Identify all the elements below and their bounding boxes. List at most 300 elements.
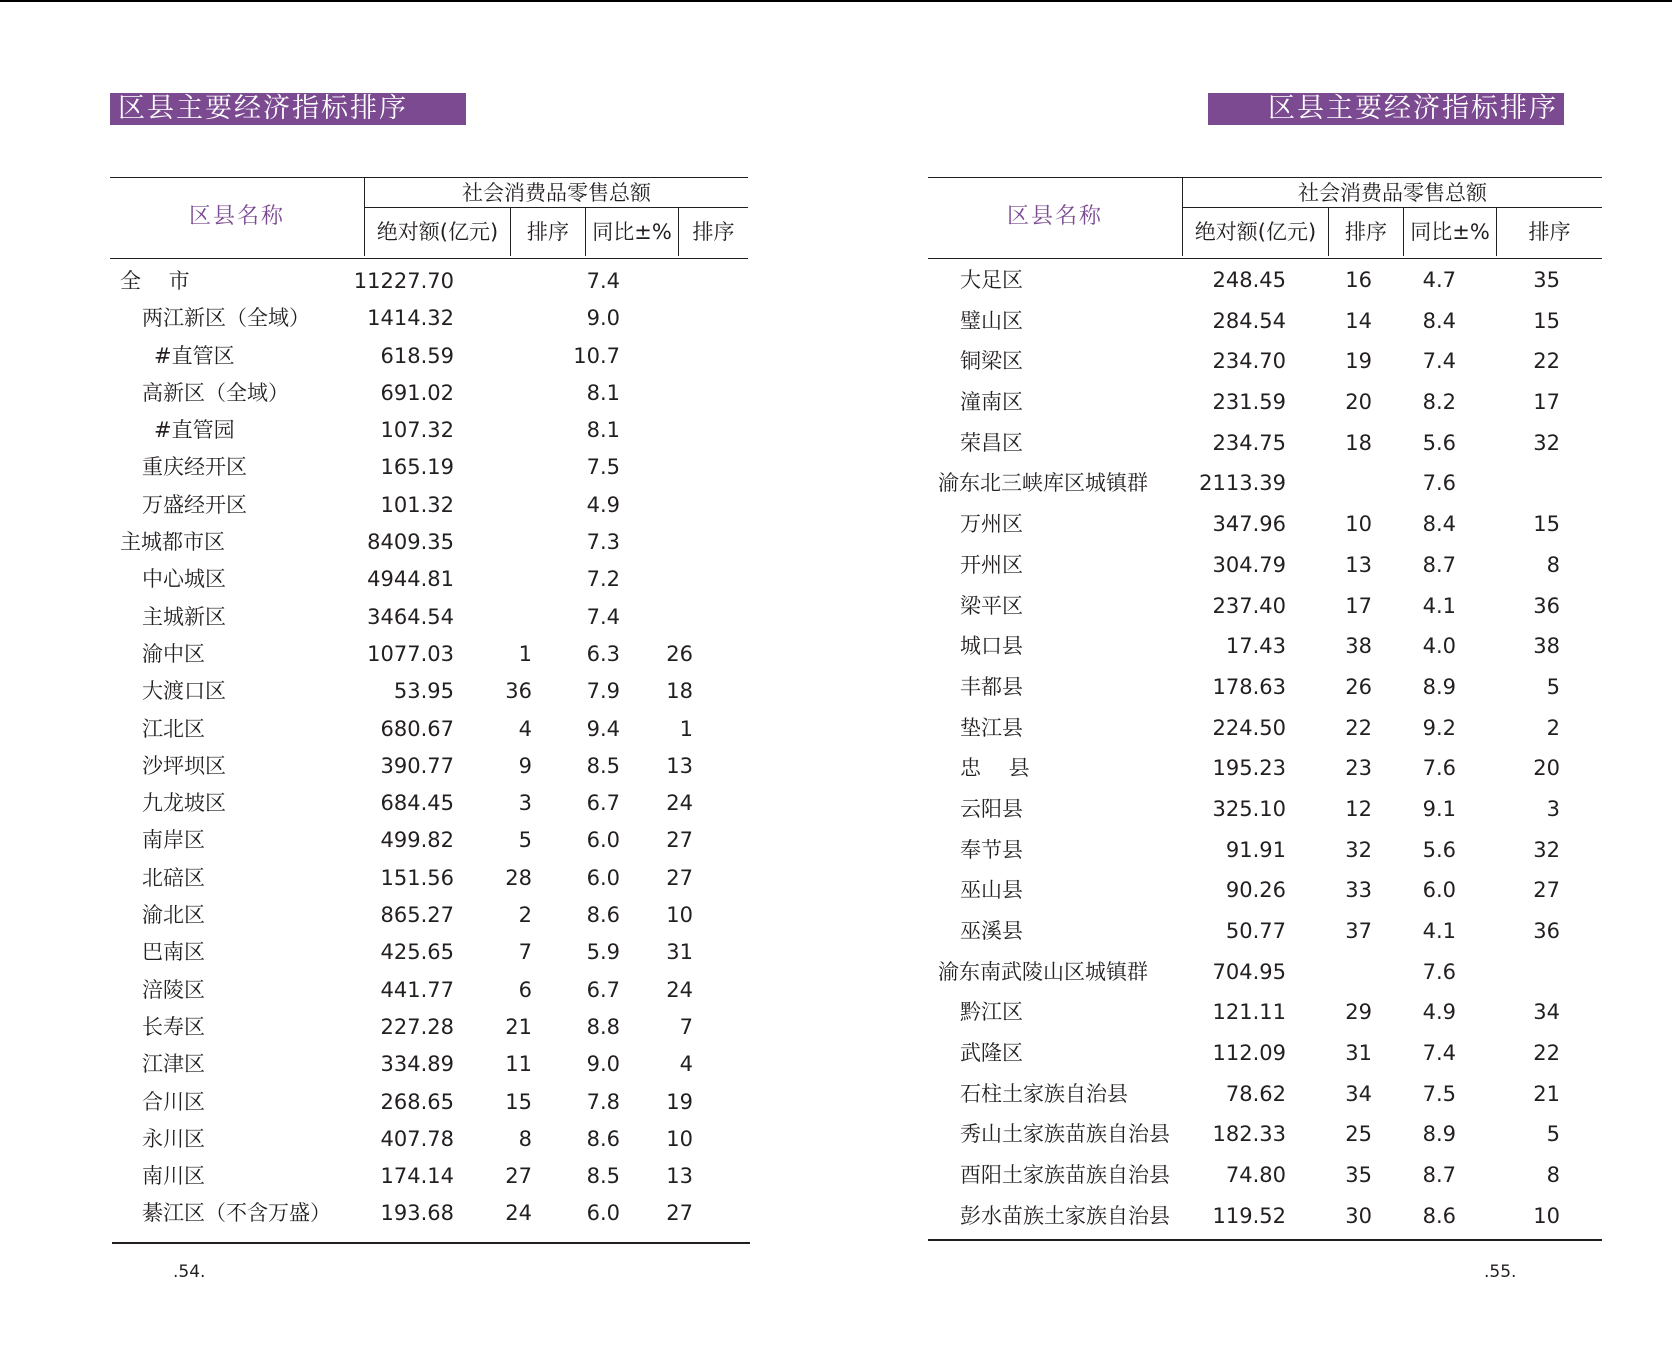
rank2-value: 3 — [1546, 796, 1560, 821]
table-row — [928, 504, 1602, 545]
district-name: 万州区 — [960, 512, 1023, 537]
rank-value: 7 — [518, 940, 532, 965]
absolute-value: 499.82 — [380, 828, 454, 853]
absolute-value: 107.32 — [380, 418, 454, 443]
yoy-value: 6.3 — [586, 641, 620, 666]
absolute-value: 1077.03 — [367, 641, 454, 666]
absolute-value: 284.54 — [1212, 308, 1286, 333]
yoy-value: 8.4 — [1422, 308, 1456, 333]
rank2-value: 8 — [1546, 1163, 1560, 1188]
district-name: 璧山区 — [960, 308, 1023, 333]
rank-value: 24 — [505, 1201, 532, 1226]
yoy-value: 6.7 — [586, 977, 620, 1002]
district-name: 合川区 — [142, 1089, 205, 1114]
absolute-value: 74.80 — [1225, 1163, 1286, 1188]
table-row — [928, 1196, 1602, 1237]
yoy-value: 7.2 — [586, 567, 620, 592]
absolute-value: 407.78 — [380, 1126, 454, 1151]
absolute-value: 237.40 — [1212, 593, 1286, 618]
absolute-value: 1414.32 — [367, 306, 454, 331]
absolute-value: 119.52 — [1212, 1203, 1286, 1228]
yoy-value: 10.7 — [573, 343, 620, 368]
absolute-value: 684.45 — [380, 791, 454, 816]
rank2-value: 24 — [666, 791, 693, 816]
rank-value: 4 — [518, 716, 532, 741]
yoy-value: 6.0 — [586, 865, 620, 890]
rank2-value: 24 — [666, 977, 693, 1002]
table-row — [110, 524, 748, 561]
yoy-value: 6.0 — [586, 828, 620, 853]
rank2-value: 10 — [666, 903, 693, 928]
district-name: 武隆区 — [960, 1041, 1023, 1066]
district-name: 长寿区 — [142, 1014, 205, 1039]
table-row — [110, 673, 748, 710]
table-row — [928, 341, 1602, 382]
rank-value: 1 — [518, 641, 532, 666]
district-name: 綦江区（不含万盛） — [142, 1201, 331, 1226]
table-row — [928, 952, 1602, 993]
table-row — [110, 300, 748, 337]
rank2-value: 8 — [1546, 552, 1560, 577]
col-header-retail-sales: 社会消费品零售总额 — [1182, 178, 1602, 208]
col-header-district-name: 区县名称 — [188, 204, 285, 229]
yoy-value: 9.2 — [1422, 715, 1456, 740]
absolute-value: 268.65 — [380, 1089, 454, 1114]
rank-value: 33 — [1345, 878, 1372, 903]
left-page-number: .54. — [173, 1262, 206, 1282]
rank-value: 13 — [1345, 552, 1372, 577]
absolute-value: 53.95 — [393, 679, 454, 704]
col-header-rank2: 排序 — [678, 208, 748, 256]
table-row — [928, 748, 1602, 789]
table-row — [110, 1084, 748, 1121]
district-name: 大足区 — [960, 268, 1023, 292]
yoy-value: 8.9 — [1422, 674, 1456, 699]
absolute-value: 178.63 — [1212, 674, 1286, 699]
rank2-value: 5 — [1546, 674, 1560, 699]
rank2-value: 19 — [666, 1089, 693, 1114]
rank-value: 10 — [1345, 512, 1372, 537]
absolute-value: 112.09 — [1212, 1041, 1286, 1066]
absolute-value: 165.19 — [380, 455, 454, 480]
district-name: 开州区 — [960, 552, 1023, 577]
yoy-value: 5.9 — [586, 940, 620, 965]
district-name: 忠 县 — [960, 756, 1030, 781]
district-name: 江北区 — [142, 716, 205, 741]
absolute-value: 231.59 — [1212, 390, 1286, 415]
rank2-value: 18 — [666, 679, 693, 704]
absolute-value: 101.32 — [380, 492, 454, 517]
district-name: 主城都市区 — [120, 530, 225, 555]
col-header-yoy: 同比±% — [585, 208, 678, 256]
district-name: 南岸区 — [142, 828, 205, 853]
district-name: 潼南区 — [960, 390, 1023, 415]
yoy-value: 7.3 — [586, 530, 620, 555]
table-row — [928, 1033, 1602, 1074]
rank2-value: 10 — [666, 1126, 693, 1151]
table-row — [110, 748, 748, 785]
yoy-value: 5.6 — [1422, 430, 1456, 455]
district-name: #直管区 — [154, 343, 235, 368]
absolute-value: 78.62 — [1225, 1081, 1286, 1106]
yoy-value: 4.9 — [1422, 1000, 1456, 1025]
table-row — [110, 263, 748, 300]
table-row — [928, 1074, 1602, 1115]
rank2-value: 35 — [1533, 268, 1560, 292]
absolute-value: 865.27 — [380, 903, 454, 928]
table-row — [928, 830, 1602, 871]
district-name: 渝中区 — [142, 641, 205, 666]
rank2-value: 22 — [1533, 1041, 1560, 1066]
rank2-value: 7 — [679, 1014, 693, 1039]
yoy-value: 7.4 — [586, 604, 620, 629]
absolute-value: 680.67 — [380, 716, 454, 741]
yoy-value: 9.4 — [586, 716, 620, 741]
yoy-value: 7.4 — [1422, 1041, 1456, 1066]
table-row — [110, 1195, 748, 1232]
rank2-value: 10 — [1533, 1203, 1560, 1228]
yoy-value: 8.4 — [1422, 512, 1456, 537]
rank2-value: 21 — [1533, 1081, 1560, 1106]
rank-value: 37 — [1345, 919, 1372, 943]
yoy-value: 4.0 — [1422, 634, 1456, 659]
absolute-value: 151.56 — [380, 865, 454, 890]
absolute-value: 90.26 — [1225, 878, 1286, 903]
rank2-value: 15 — [1533, 512, 1560, 537]
yoy-value: 8.7 — [1422, 1163, 1456, 1188]
district-name: 彭水苗族土家族自治县 — [960, 1203, 1170, 1228]
district-name: 巫山县 — [960, 878, 1023, 903]
table-row — [928, 789, 1602, 830]
rank2-value: 36 — [1533, 919, 1560, 943]
district-name: #直管园 — [154, 418, 235, 443]
district-name: 万盛经开区 — [142, 492, 247, 517]
yoy-value: 9.0 — [586, 306, 620, 331]
rank-value: 27 — [505, 1164, 532, 1189]
rank2-value: 4 — [679, 1052, 693, 1077]
table-row — [110, 1121, 748, 1158]
yoy-value: 7.9 — [586, 679, 620, 704]
yoy-value: 8.6 — [586, 903, 620, 928]
table-row — [928, 382, 1602, 423]
rank-value: 36 — [505, 679, 532, 704]
yoy-value: 8.6 — [586, 1126, 620, 1151]
rank-value: 29 — [1345, 1000, 1372, 1025]
rank-value: 35 — [1345, 1163, 1372, 1188]
table-row — [110, 375, 748, 412]
rank2-value: 22 — [1533, 349, 1560, 374]
yoy-value: 7.6 — [1422, 471, 1456, 496]
table-row — [928, 1114, 1602, 1155]
rank2-value: 1 — [679, 716, 693, 741]
col-header-rank: 排序 — [1328, 208, 1403, 256]
absolute-value: 2113.39 — [1199, 471, 1286, 496]
rank2-value: 13 — [666, 1164, 693, 1189]
absolute-value: 441.77 — [380, 977, 454, 1002]
rank-value: 11 — [505, 1052, 532, 1077]
rank-value: 12 — [1345, 796, 1372, 821]
left-table-header — [110, 177, 748, 259]
yoy-value: 8.5 — [586, 753, 620, 778]
yoy-value: 4.1 — [1422, 593, 1456, 618]
table-row — [110, 934, 748, 971]
table-row — [110, 636, 748, 673]
absolute-value: 248.45 — [1212, 268, 1286, 292]
district-name: 巴南区 — [142, 940, 205, 965]
district-name: 南川区 — [142, 1164, 205, 1189]
rank-value: 30 — [1345, 1203, 1372, 1228]
yoy-value: 4.9 — [586, 492, 620, 517]
rank-value: 19 — [1345, 349, 1372, 374]
district-name: 江津区 — [142, 1052, 205, 1077]
district-name: 丰都县 — [960, 674, 1023, 699]
col-header-yoy: 同比±% — [1403, 208, 1496, 256]
yoy-value: 8.2 — [1422, 390, 1456, 415]
left-table — [110, 177, 748, 1233]
district-name: 永川区 — [142, 1126, 205, 1151]
rank2-value: 27 — [666, 865, 693, 890]
left-table-body — [110, 259, 748, 1233]
yoy-value: 7.5 — [586, 455, 620, 480]
table-row — [110, 860, 748, 897]
rank-value: 28 — [505, 865, 532, 890]
absolute-value: 224.50 — [1212, 715, 1286, 740]
table-row — [110, 338, 748, 375]
right-page — [836, 0, 1672, 1353]
rank2-value: 26 — [666, 641, 693, 666]
absolute-value: 17.43 — [1225, 634, 1286, 659]
table-row — [110, 1009, 748, 1046]
absolute-value: 347.96 — [1212, 512, 1286, 537]
absolute-value: 91.91 — [1225, 837, 1286, 862]
col-header-absolute: 绝对额(亿元) — [364, 208, 510, 256]
yoy-value: 4.7 — [1422, 268, 1456, 292]
absolute-value: 121.11 — [1212, 1000, 1286, 1025]
district-name: 渝东北三峡库区城镇群 — [938, 471, 1148, 496]
absolute-value: 50.77 — [1225, 919, 1286, 943]
table-row — [110, 1046, 748, 1083]
district-name: 北碚区 — [142, 865, 205, 890]
table-row — [110, 711, 748, 748]
rank-value: 2 — [518, 903, 532, 928]
table-row — [928, 626, 1602, 667]
yoy-value: 8.1 — [586, 380, 620, 405]
yoy-value: 7.5 — [1422, 1081, 1456, 1106]
district-name: 渝东南武陵山区城镇群 — [938, 959, 1148, 984]
district-name: 主城新区 — [142, 604, 226, 629]
table-row — [110, 785, 748, 822]
table-row — [928, 586, 1602, 627]
right-table-body — [928, 259, 1602, 1237]
rank-value: 34 — [1345, 1081, 1372, 1106]
rank-value: 17 — [1345, 593, 1372, 618]
absolute-value: 234.70 — [1212, 349, 1286, 374]
district-name: 渝北区 — [142, 903, 205, 928]
district-name: 高新区（全域） — [142, 380, 289, 405]
rank-value: 38 — [1345, 634, 1372, 659]
rank-value: 21 — [505, 1014, 532, 1039]
absolute-value: 334.89 — [380, 1052, 454, 1077]
rank2-value: 2 — [1546, 715, 1560, 740]
absolute-value: 182.33 — [1212, 1122, 1286, 1147]
yoy-value: 4.1 — [1422, 919, 1456, 943]
table-row — [110, 561, 748, 598]
yoy-value: 8.7 — [1422, 552, 1456, 577]
absolute-value: 227.28 — [380, 1014, 454, 1039]
table-row — [110, 487, 748, 524]
table-row — [928, 667, 1602, 708]
absolute-value: 304.79 — [1212, 552, 1286, 577]
rank2-value: 15 — [1533, 308, 1560, 333]
table-row — [928, 301, 1602, 342]
rank-value: 26 — [1345, 674, 1372, 699]
col-header-rank: 排序 — [510, 208, 585, 256]
rank2-value: 13 — [666, 753, 693, 778]
absolute-value: 425.65 — [380, 940, 454, 965]
rank2-value: 38 — [1533, 634, 1560, 659]
district-name: 垫江县 — [960, 715, 1023, 740]
district-name: 秀山土家族苗族自治县 — [960, 1122, 1170, 1147]
yoy-value: 5.6 — [1422, 837, 1456, 862]
rank-value: 23 — [1345, 756, 1372, 781]
absolute-value: 618.59 — [380, 343, 454, 368]
rank2-value: 20 — [1533, 756, 1560, 781]
rank-value: 3 — [518, 791, 532, 816]
rank-value: 15 — [505, 1089, 532, 1114]
table-row — [928, 870, 1602, 911]
yoy-value: 9.0 — [586, 1052, 620, 1077]
table-row — [928, 463, 1602, 504]
district-name: 巫溪县 — [960, 919, 1023, 943]
right-title-banner: 区县主要经济指标排序 — [1208, 93, 1564, 125]
left-title-banner: 区县主要经济指标排序 — [110, 93, 466, 125]
rank-value: 25 — [1345, 1122, 1372, 1147]
table-row — [110, 1158, 748, 1195]
rank2-value: 27 — [666, 828, 693, 853]
absolute-value: 4944.81 — [367, 567, 454, 592]
district-name: 荣昌区 — [960, 430, 1023, 455]
table-row — [110, 412, 748, 449]
table-row — [928, 545, 1602, 586]
yoy-value: 8.6 — [1422, 1203, 1456, 1228]
right-table — [928, 177, 1602, 1237]
yoy-value: 7.6 — [1422, 756, 1456, 781]
district-name: 黔江区 — [960, 1000, 1023, 1025]
table-row — [110, 822, 748, 859]
absolute-value: 3464.54 — [367, 604, 454, 629]
district-name: 两江新区（全域） — [142, 306, 310, 331]
right-table-bottom-rule — [928, 1239, 1602, 1241]
table-row — [928, 708, 1602, 749]
rank-value: 8 — [518, 1126, 532, 1151]
district-name: 梁平区 — [960, 593, 1023, 618]
absolute-value: 325.10 — [1212, 796, 1286, 821]
yoy-value: 7.8 — [586, 1089, 620, 1114]
col-header-absolute: 绝对额(亿元) — [1182, 208, 1328, 256]
yoy-value: 9.1 — [1422, 796, 1456, 821]
absolute-value: 234.75 — [1212, 430, 1286, 455]
rank2-value: 31 — [666, 940, 693, 965]
table-row — [110, 449, 748, 486]
absolute-value: 174.14 — [380, 1164, 454, 1189]
table-row — [110, 599, 748, 636]
district-name: 奉节县 — [960, 837, 1023, 862]
yoy-value: 8.8 — [586, 1014, 620, 1039]
rank2-value: 27 — [666, 1201, 693, 1226]
table-row — [110, 972, 748, 1009]
rank-value: 18 — [1345, 430, 1372, 455]
rank2-value: 36 — [1533, 593, 1560, 618]
table-row — [928, 992, 1602, 1033]
rank-value: 6 — [518, 977, 532, 1002]
rank2-value: 5 — [1546, 1122, 1560, 1147]
yoy-value: 8.5 — [586, 1164, 620, 1189]
district-name: 沙坪坝区 — [142, 753, 226, 778]
rank2-value: 17 — [1533, 390, 1560, 415]
rank2-value: 34 — [1533, 1000, 1560, 1025]
col-header-district-name: 区县名称 — [1006, 204, 1103, 229]
rank-value: 16 — [1345, 268, 1372, 292]
absolute-value: 193.68 — [380, 1201, 454, 1226]
district-name: 城口县 — [960, 634, 1023, 659]
yoy-value: 6.7 — [586, 791, 620, 816]
col-header-retail-sales: 社会消费品零售总额 — [364, 178, 748, 208]
district-name: 石柱土家族自治县 — [960, 1081, 1128, 1106]
table-row — [928, 911, 1602, 952]
yoy-value: 8.1 — [586, 418, 620, 443]
rank-value: 20 — [1345, 390, 1372, 415]
rank-value: 5 — [518, 828, 532, 853]
table-row — [928, 1155, 1602, 1196]
district-name: 云阳县 — [960, 796, 1023, 821]
absolute-value: 704.95 — [1212, 959, 1286, 984]
rank2-value: 27 — [1533, 878, 1560, 903]
table-row — [928, 260, 1602, 301]
district-name: 全 市 — [120, 269, 190, 293]
yoy-value: 8.9 — [1422, 1122, 1456, 1147]
yoy-value: 7.4 — [1422, 349, 1456, 374]
absolute-value: 390.77 — [380, 753, 454, 778]
right-page-number: .55. — [1484, 1262, 1517, 1282]
table-row — [110, 897, 748, 934]
district-name: 涪陵区 — [142, 977, 205, 1002]
yoy-value: 7.6 — [1422, 959, 1456, 984]
absolute-value: 11227.70 — [353, 269, 454, 293]
district-name: 酉阳土家族苗族自治县 — [960, 1163, 1170, 1188]
rank2-value: 32 — [1533, 837, 1560, 862]
rank-value: 9 — [518, 753, 532, 778]
yoy-value: 6.0 — [586, 1201, 620, 1226]
yoy-value: 6.0 — [1422, 878, 1456, 903]
right-table-header — [928, 177, 1602, 259]
district-name: 九龙坡区 — [142, 791, 226, 816]
district-name: 中心城区 — [142, 567, 226, 592]
rank-value: 31 — [1345, 1041, 1372, 1066]
absolute-value: 8409.35 — [367, 530, 454, 555]
left-table-bottom-rule — [112, 1242, 750, 1244]
col-header-rank2: 排序 — [1496, 208, 1602, 256]
table-row — [928, 423, 1602, 464]
absolute-value: 195.23 — [1212, 756, 1286, 781]
yoy-value: 7.4 — [586, 269, 620, 293]
rank2-value: 32 — [1533, 430, 1560, 455]
absolute-value: 691.02 — [380, 380, 454, 405]
district-name: 重庆经开区 — [142, 455, 247, 480]
rank-value: 14 — [1345, 308, 1372, 333]
district-name: 大渡口区 — [142, 679, 226, 704]
rank-value: 32 — [1345, 837, 1372, 862]
district-name: 铜梁区 — [960, 349, 1023, 374]
